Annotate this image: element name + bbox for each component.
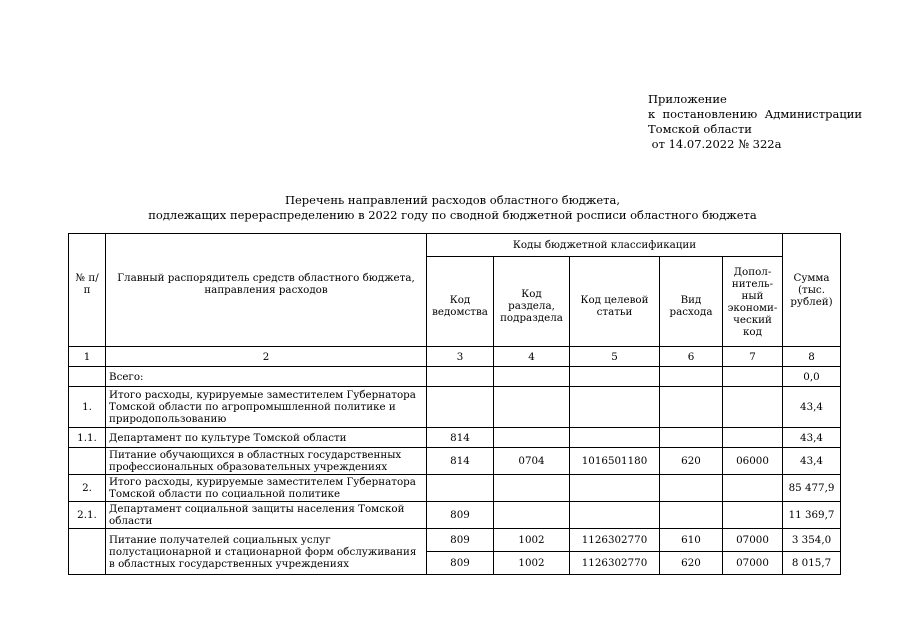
header-vid: Вид расхода	[660, 257, 723, 347]
cell-razdel: 1002	[494, 529, 570, 552]
table-row	[69, 387, 841, 428]
cell-razdel	[494, 475, 570, 502]
cell-statya	[570, 502, 660, 529]
cell-num: 2.	[69, 475, 106, 502]
column-number: 7	[723, 347, 783, 367]
table-row	[69, 448, 841, 475]
cell-sum: 85 477,9	[783, 475, 841, 502]
cell-razdel: 1002	[494, 552, 570, 575]
table-row	[69, 529, 841, 552]
header-sum: Сумма (тыс. рублей)	[783, 234, 841, 347]
appendix-block	[648, 92, 862, 152]
cell-sum: 11 369,7	[783, 502, 841, 529]
cell-razdel	[494, 387, 570, 428]
cell-sum: 43,4	[783, 448, 841, 475]
appendix-line: Томской области	[648, 122, 752, 136]
cell-vid	[660, 502, 723, 529]
cell-statya: 1126302770	[570, 552, 660, 575]
cell-num	[69, 448, 106, 475]
column-number: 2	[106, 347, 427, 367]
header-num: № п/п	[69, 234, 106, 347]
header-razdel: Код раздела, подраздела	[494, 257, 570, 347]
cell-vid	[660, 387, 723, 428]
cell-name: Всего:	[106, 367, 427, 387]
cell-vid: 610	[660, 529, 723, 552]
cell-ved: 814	[427, 428, 494, 448]
appendix-line: к постановлению Администрации	[648, 107, 863, 121]
cell-name: Питание получателей социальных услуг полустационарной и стационарной форм обслуживания в областных государственных учреждениях	[106, 529, 427, 575]
cell-num	[69, 367, 106, 387]
cell-vid	[660, 428, 723, 448]
column-number: 3	[427, 347, 494, 367]
cell-statya	[570, 367, 660, 387]
header-vedomstvo: Код ведомства	[427, 257, 494, 347]
cell-num: 2.1.	[69, 502, 106, 529]
column-number: 5	[570, 347, 660, 367]
cell-razdel: 0704	[494, 448, 570, 475]
cell-name: Питание обучающихся в областных государственных профессиональных образовательных учреждениях	[106, 448, 427, 475]
cell-dop	[723, 502, 783, 529]
cell-ved	[427, 367, 494, 387]
cell-statya	[570, 428, 660, 448]
table-row	[69, 428, 841, 448]
cell-sum: 0,0	[783, 367, 841, 387]
cell-sum: 43,4	[783, 387, 841, 428]
header-dop: Допол-нитель-ный экономи-ческий код	[723, 257, 783, 347]
cell-statya	[570, 387, 660, 428]
cell-vid: 620	[660, 552, 723, 575]
header-codes-group: Коды бюджетной классификации	[427, 234, 783, 257]
cell-statya: 1016501180	[570, 448, 660, 475]
budget-table	[68, 233, 841, 575]
cell-num: 1.	[69, 387, 106, 428]
cell-razdel	[494, 367, 570, 387]
cell-num	[69, 529, 106, 575]
header-main: Главный распорядитель средств областного бюджета, направления расходов	[106, 234, 427, 347]
cell-dop	[723, 367, 783, 387]
cell-ved: 809	[427, 552, 494, 575]
cell-dop: 06000	[723, 448, 783, 475]
cell-statya	[570, 475, 660, 502]
cell-ved: 809	[427, 502, 494, 529]
cell-name: Итого расходы, курируемые заместителем Губернатора Томской области по агропромышленной политике и природопользованию	[106, 387, 427, 428]
cell-ved: 814	[427, 448, 494, 475]
column-number: 1	[69, 347, 106, 367]
cell-razdel	[494, 428, 570, 448]
cell-razdel	[494, 502, 570, 529]
title-line: подлежащих перераспределению в 2022 году по сводной бюджетной росписи областного бюджета	[148, 208, 757, 222]
column-number: 4	[494, 347, 570, 367]
document-title	[0, 193, 905, 223]
table-row	[69, 367, 841, 387]
cell-ved: 809	[427, 529, 494, 552]
cell-ved	[427, 475, 494, 502]
appendix-line: Приложение	[648, 92, 727, 106]
cell-name: Департамент по культуре Томской области	[106, 428, 427, 448]
cell-dop: 07000	[723, 552, 783, 575]
cell-sum: 43,4	[783, 428, 841, 448]
cell-statya: 1126302770	[570, 529, 660, 552]
cell-ved	[427, 387, 494, 428]
appendix-line: от 14.07.2022 № 322а	[648, 137, 782, 151]
cell-vid	[660, 475, 723, 502]
cell-sum: 3 354,0	[783, 529, 841, 552]
cell-vid	[660, 367, 723, 387]
cell-sum: 8 015,7	[783, 552, 841, 575]
cell-name: Департамент социальной защиты населения Томской области	[106, 502, 427, 529]
cell-dop	[723, 387, 783, 428]
cell-vid: 620	[660, 448, 723, 475]
table-row	[69, 502, 841, 529]
cell-dop: 07000	[723, 529, 783, 552]
cell-num: 1.1.	[69, 428, 106, 448]
table-row	[69, 475, 841, 502]
cell-name: Итого расходы, курируемые заместителем Губернатора Томской области по социальной политике	[106, 475, 427, 502]
column-number: 6	[660, 347, 723, 367]
column-numbers-row	[69, 347, 841, 367]
column-number: 8	[783, 347, 841, 367]
title-line: Перечень направлений расходов областного бюджета,	[284, 193, 621, 207]
cell-dop	[723, 428, 783, 448]
header-statya: Код целевой статьи	[570, 257, 660, 347]
cell-dop	[723, 475, 783, 502]
